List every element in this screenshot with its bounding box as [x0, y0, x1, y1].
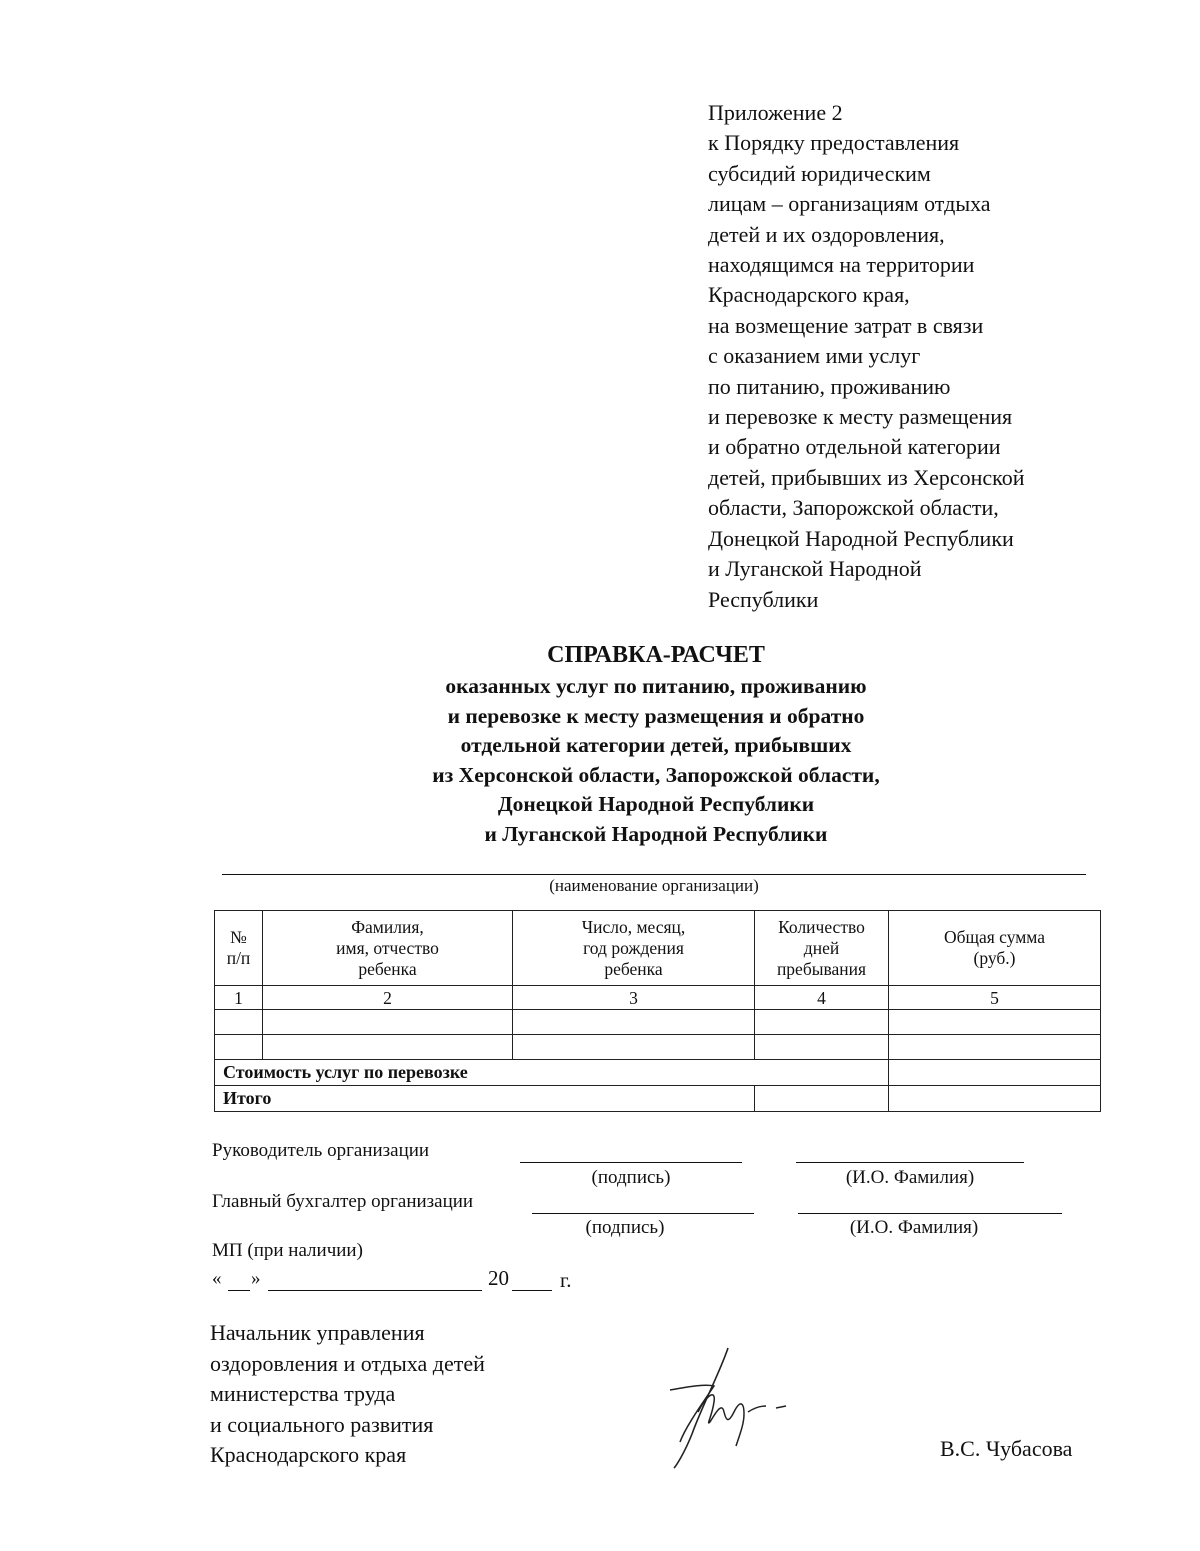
column-numbers-row — [215, 986, 1101, 1010]
appendix-line: и перевозке к месту размещения — [708, 404, 1013, 430]
date-open-quote: « — [212, 1268, 222, 1289]
header-line: дней — [803, 937, 840, 958]
table-cell[interactable] — [513, 1035, 755, 1060]
header-line: пребывания — [776, 958, 867, 979]
seal-label: МП (при наличии) — [212, 1240, 363, 1261]
header-line: Фамилия, — [351, 916, 424, 937]
organization-name-line — [222, 874, 1086, 875]
total-label: Итого — [215, 1086, 755, 1112]
appendix-line: детей и их оздоровления, — [708, 221, 945, 247]
table-row — [215, 1035, 1101, 1060]
appendix-line: Донецкой Народной Республики — [708, 525, 1014, 551]
appendix-block — [708, 98, 1128, 615]
table-cell[interactable] — [263, 1010, 513, 1035]
total-row — [215, 1086, 1101, 1112]
signer-position-line: министерства труда — [210, 1381, 396, 1406]
signature-caption: (подпись) — [585, 1217, 665, 1238]
appendix-line: по питанию, проживанию — [708, 373, 951, 399]
header-line: ребенка — [358, 958, 417, 979]
appendix-line: области, Запорожской области, — [708, 495, 999, 521]
header-cell-name — [263, 911, 513, 986]
header-line: год рождения — [583, 937, 684, 958]
signer-position — [210, 1318, 485, 1471]
appendix-line: на возмещение затрат в связи — [708, 312, 984, 338]
appendix-line: Краснодарского края, — [708, 282, 910, 308]
table-cell[interactable] — [755, 1010, 889, 1035]
signer-position-line: Краснодарского края — [210, 1442, 407, 1467]
header-line: № — [230, 927, 247, 947]
table-row — [215, 1010, 1101, 1035]
table-cell[interactable] — [755, 1035, 889, 1060]
column-number: 3 — [513, 986, 755, 1010]
column-number: 5 — [889, 986, 1101, 1010]
header-line: п/п — [226, 948, 251, 968]
appendix-line: к Порядку предоставления — [708, 130, 960, 156]
date-year-line[interactable] — [512, 1290, 552, 1291]
head-name-line[interactable] — [796, 1162, 1024, 1163]
appendix-line: и обратно отдельной категории — [708, 434, 1001, 460]
title-subtitle-line: отдельной категории детей, прибывших — [460, 733, 852, 758]
signature-caption: (подпись) — [591, 1167, 671, 1188]
header-line: (руб.) — [973, 948, 1016, 968]
table-cell[interactable] — [215, 1035, 263, 1060]
table-header-row — [215, 911, 1101, 986]
appendix-line: и Луганской Народной — [708, 556, 922, 582]
header-line: имя, отчество — [336, 937, 439, 958]
signer-position-line: оздоровления и отдыха детей — [210, 1350, 485, 1376]
appendix-line: Республики — [708, 586, 819, 612]
date-day-line[interactable] — [228, 1290, 250, 1291]
column-number: 2 — [263, 986, 513, 1010]
transport-cost-label: Стоимость услуг по перевозке — [215, 1060, 889, 1086]
header-cell-total — [889, 911, 1101, 986]
header-line: Число, месяц, — [581, 916, 686, 937]
appendix-line: Приложение 2 — [708, 100, 843, 125]
organization-caption: (наименование организации) — [549, 876, 759, 895]
title-subtitle-line: Донецкой Народной Республики — [497, 792, 815, 817]
header-line: Общая сумма — [943, 927, 1046, 947]
table-cell[interactable] — [215, 1010, 263, 1035]
year-prefix: 20 — [488, 1266, 509, 1290]
table-cell[interactable] — [263, 1035, 513, 1060]
appendix-line: субсидий юридическим — [708, 160, 931, 186]
header-line: ребенка — [604, 958, 663, 979]
signer-position-line: и социального развития — [210, 1411, 434, 1437]
transport-cost-row — [215, 1060, 1101, 1086]
transport-cost-value[interactable] — [889, 1060, 1101, 1086]
appendix-line: детей, прибывших из Херсонской — [708, 464, 1025, 490]
header-cell-days — [755, 911, 889, 986]
header-cell-number — [215, 911, 263, 986]
calculation-table — [214, 910, 1101, 1112]
title-subtitle — [300, 672, 1012, 850]
accountant-name-line[interactable] — [798, 1213, 1062, 1214]
title-main: СПРАВКА-РАСЧЕТ — [547, 642, 765, 668]
name-caption: (И.О. Фамилия) — [849, 1217, 979, 1238]
signer-name: В.С. Чубасова — [940, 1436, 1073, 1461]
title-subtitle-line: и Луганской Народной Республики — [484, 821, 828, 846]
document-title — [300, 638, 1012, 850]
appendix-line: находящимся на территории — [708, 252, 975, 278]
date-close-quote: » — [251, 1268, 261, 1289]
total-days-value[interactable] — [755, 1086, 889, 1112]
accountant-signature-line[interactable] — [532, 1213, 754, 1214]
header-cell-birthdate — [513, 911, 755, 986]
column-number: 4 — [755, 986, 889, 1010]
table-cell[interactable] — [513, 1010, 755, 1035]
signer-position-line: Начальник управления — [210, 1320, 425, 1345]
appendix-line: с оказанием ими услуг — [708, 343, 921, 369]
title-subtitle-line: и перевозке к месту размещения и обратно — [447, 703, 865, 728]
chief-accountant-label: Главный бухгалтер организации — [212, 1191, 474, 1212]
title-subtitle-line: из Херсонской области, Запорожской области, — [432, 762, 880, 787]
appendix-line: лицам – организациям отдыха — [708, 191, 991, 217]
handwritten-signature — [640, 1342, 800, 1472]
year-suffix: г. — [560, 1268, 572, 1292]
column-number: 1 — [215, 986, 263, 1010]
total-sum-value[interactable] — [889, 1086, 1101, 1112]
date-month-line[interactable] — [268, 1290, 482, 1291]
header-line: Количество — [778, 916, 865, 937]
head-of-organization-label: Руководитель организации — [212, 1140, 430, 1161]
table-cell[interactable] — [889, 1010, 1101, 1035]
title-subtitle-line: оказанных услуг по питанию, проживанию — [445, 674, 867, 698]
head-signature-line[interactable] — [520, 1162, 742, 1163]
name-caption: (И.О. Фамилия) — [845, 1167, 975, 1188]
table-cell[interactable] — [889, 1035, 1101, 1060]
